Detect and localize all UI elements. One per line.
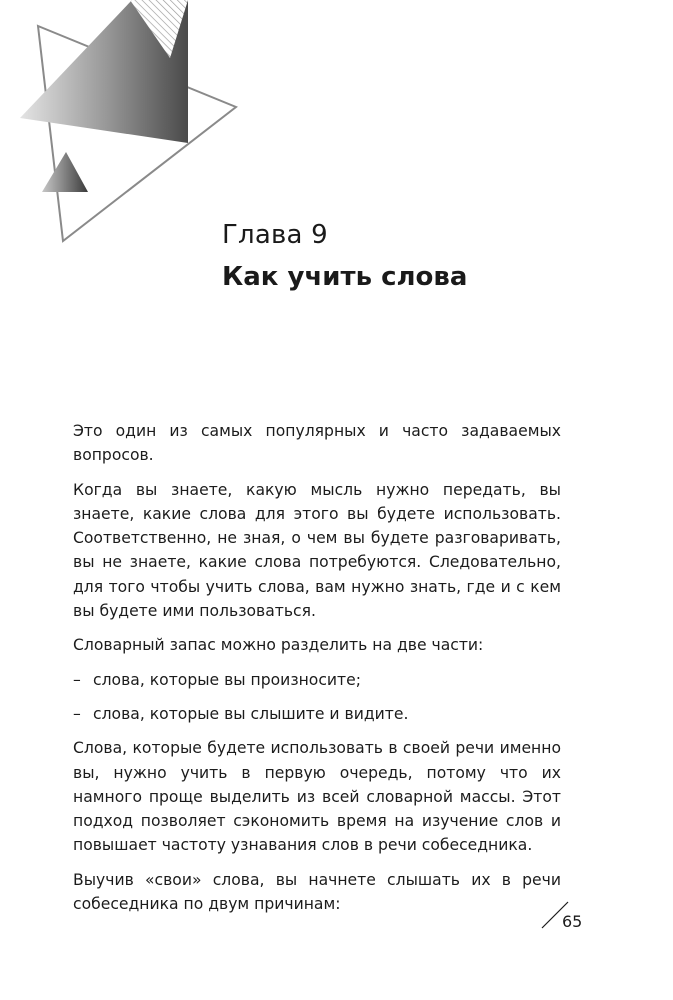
list-item bbox=[73, 702, 561, 726]
list-item-text: слова, которые вы слышите и видите. bbox=[93, 704, 409, 723]
paragraph: Это один из самых популярных и часто задаваемых вопросов. bbox=[73, 422, 561, 465]
chapter-number: Глава 9 bbox=[222, 220, 328, 250]
decorative-triangles bbox=[0, 0, 260, 250]
list-marker: – bbox=[73, 704, 81, 723]
paragraph: Слова, которые будете использовать в своей речи именно вы, нужно учить в первую очередь, потому что их намного проще выделить из всей словарной массы. Этот подход позволяет сэкономить время на изучение слов и повышает частоту узнавания слов в речи собеседника. bbox=[73, 739, 561, 855]
list-item bbox=[73, 668, 561, 692]
list-marker: – bbox=[73, 670, 81, 689]
paragraph: Словарный запас можно разделить на две части: bbox=[73, 636, 484, 655]
body-text bbox=[73, 419, 561, 926]
paragraph: Выучив «свои» слова, вы начнете слышать их в речи собеседника по двум причинам: bbox=[73, 870, 561, 914]
page-number: 65 bbox=[562, 912, 583, 931]
paragraph: Когда вы знаете, какую мысль нужно передать, вы знаете, какие слова для этого вы будете использовать. Соответственно, не зная, о чем вы будете разговаривать, вы не знаете, какие слова потребуются. Следовательно, для того чтобы учить слова, вам нужно знать, где и с кем вы будете ими пользоваться. bbox=[73, 480, 561, 621]
chapter-title: Как учить слова bbox=[222, 262, 468, 292]
list-item-text: слова, которые вы произносите; bbox=[93, 670, 361, 689]
small-triangle bbox=[42, 152, 88, 192]
